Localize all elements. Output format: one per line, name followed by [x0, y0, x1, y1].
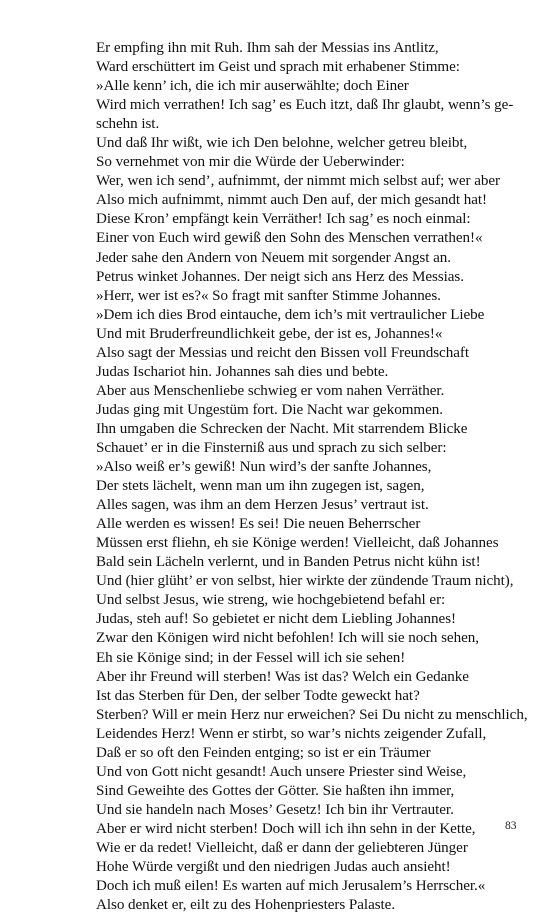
text-line: Leidendes Herz! Wenn er stirbt, so war’s nichts zeigender Zufall, [96, 725, 487, 742]
text-line: Er empfing ihn mit Ruh. Ihm sah der Messias ins Antlitz, [96, 40, 439, 56]
text-line: Und mit Bruderfreundlichkeit gebe, der ist es, Johannes!« [96, 325, 443, 342]
text-line: Zwar den Königen wird nicht befohlen! Ich will sie noch sehen, [96, 630, 479, 647]
verse-text-block [96, 39, 526, 915]
text-line: Daß er so oft den Feinden entging; so ist er ein Träumer [96, 744, 431, 761]
page-number: 83 [505, 820, 517, 832]
text-line: »Herr, wer ist es?« So fragt mit sanfter Stimme Johannes. [96, 287, 441, 304]
text-line: Schauet’ er in die Finsterniß aus und sprach zu sich selber: [96, 439, 447, 456]
text-line: Wird mich verrathen! Ich sag’ es Euch itzt, daß Ihr glaubt, wenn’s ge- [96, 97, 514, 114]
text-line: Der stets lächelt, wenn man um ihn zugegen ist, sagen, [96, 478, 425, 495]
text-line: »Alle kenn’ ich, die ich mir auserwählte; doch Einer [96, 78, 409, 95]
text-line: Alles sagen, was ihm an dem Herzen Jesus’ vertraut ist. [96, 497, 429, 514]
text-line: Aber aus Menschenliebe schwieg er vom nahen Verräther. [96, 382, 445, 399]
text-line: schehn ist. [96, 116, 160, 133]
text-line: Und sie handeln nach Moses’ Gesetz! Ich bin ihr Vertrauter. [96, 801, 454, 818]
text-line: Und selbst Jesus, wie streng, wie hochgebietend befahl er: [96, 592, 446, 609]
text-line: Einer von Euch wird gewiß den Sohn des Menschen verrathen!« [96, 230, 483, 247]
text-line: Wie er da redet! Vielleicht, daß er dann der geliebteren Jünger [96, 839, 468, 856]
text-line: Sind Geweihte des Gottes der Götter. Sie haßten ihn immer, [96, 782, 455, 799]
text-line: Ist das Sterben für Den, der selber Todte geweckt hat? [96, 687, 420, 704]
text-line: Aber ihr Freund will sterben! Was ist das? Welch ein Gedanke [96, 668, 469, 685]
text-line: Alle werden es wissen! Es sei! Die neuen Beherrscher [96, 516, 421, 533]
text-line: Judas, steh auf! So gebietet er nicht dem Liebling Johannes! [96, 611, 456, 628]
text-line: Jeder sahe den Andern von Neuem mit sorgender Angst an. [96, 249, 451, 266]
text-line: Ward erschüttert im Geist und sprach mit erhabener Stimme: [96, 59, 460, 76]
text-line: Also denket er, eilt zu des Hohenpriesters Palaste. [96, 897, 396, 914]
text-line: Aber er wird nicht sterben! Doch will ich ihn sehn in der Kette, [96, 820, 476, 837]
text-line: Bald sein Lächeln verlernt, und in Banden Petrus nicht kühn ist! [96, 554, 481, 571]
text-line: Und daß Ihr wißt, wie ich Den belohne, welcher getreu bleibt, [96, 135, 468, 152]
text-line: Also mich aufnimmt, nimmt auch Den auf, der mich gesandt hat! [96, 192, 487, 209]
text-line: Judas ging mit Ungestüm fort. Die Nacht war gekommen. [96, 401, 443, 418]
text-line: Ihn umgaben die Schrecken der Nacht. Mit starrendem Blicke [96, 420, 468, 437]
text-line: So vernehmet von mir die Würde der Ueberwinder: [96, 154, 405, 171]
text-line: Petrus winket Johannes. Der neigt sich ans Herz des Messias. [96, 268, 464, 285]
text-line: Doch ich muß eilen! Es warten auf mich Jerusalem’s Herrscher.« [96, 878, 486, 895]
text-line: Und von Gott nicht gesandt! Auch unsere Priester sind Weise, [96, 763, 467, 780]
text-line: Müssen erst fliehn, eh sie Könige werden! Vielleicht, daß Johannes [96, 535, 499, 552]
text-line: Eh sie Könige sind; in der Fessel will ich sie sehen! [96, 649, 406, 666]
text-line: »Also weiß er’s gewiß! Nun wird’s der sanfte Johannes, [96, 459, 432, 476]
text-line: Und (hier glüht’ er von selbst, hier wirkte der zündende Traum nicht), [96, 573, 514, 590]
text-line: Sterben? Will er mein Herz nur erweichen? Sei Du nicht zu menschlich, [96, 706, 528, 723]
text-line: Wer, wen ich send’, aufnimmt, der nimmt mich selbst auf; wer aber [96, 173, 501, 190]
text-line: »Dem ich dies Brod eintauche, dem ich’s mit vertraulicher Liebe [96, 306, 485, 323]
text-line: Also sagt der Messias und reicht den Bissen voll Freundschaft [96, 344, 469, 361]
text-line: Hohe Würde vergißt und den niedrigen Judas auch ansieht! [96, 859, 451, 876]
text-line: Diese Kron’ empfängt kein Verräther! Ich sag’ es noch einmal: [96, 211, 471, 228]
text-line: Judas Ischariot hin. Johannes sah dies und bebte. [96, 363, 389, 380]
